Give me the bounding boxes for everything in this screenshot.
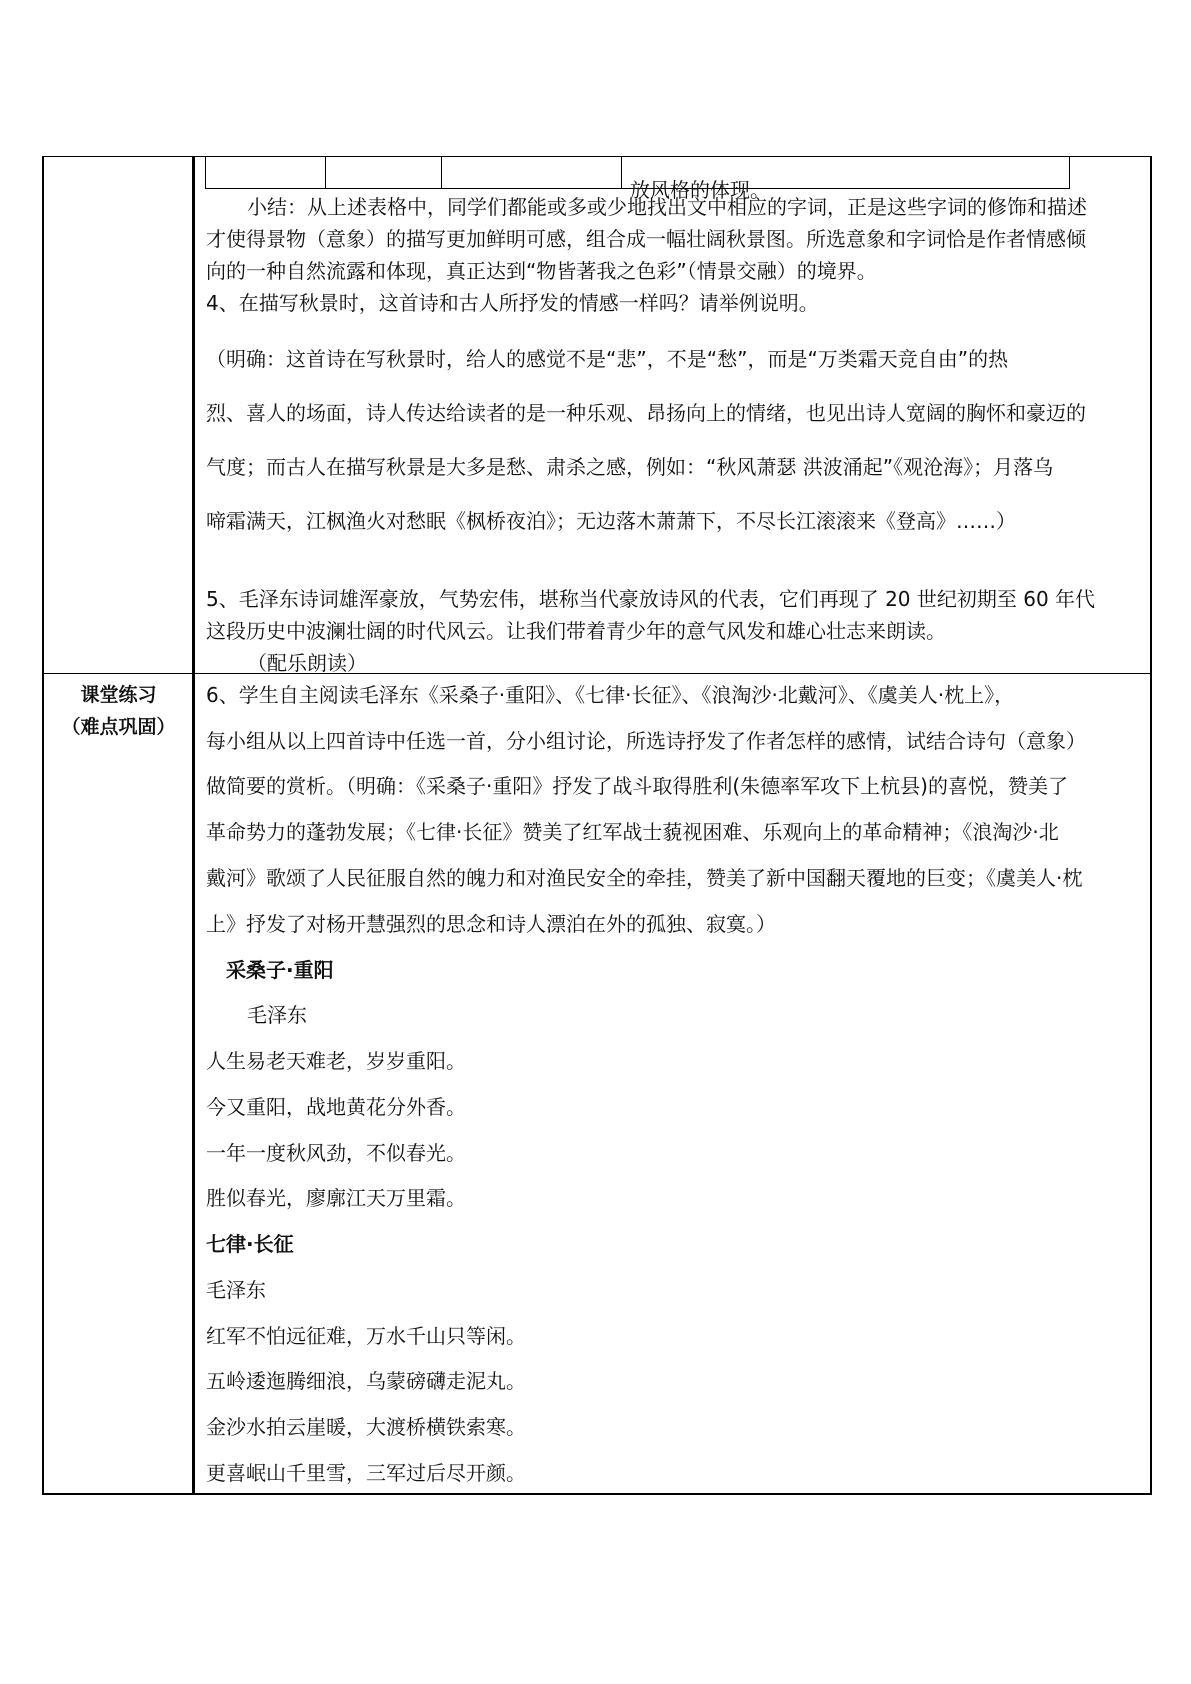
inner-table-cell (206, 157, 326, 188)
summary-line-3: 向的一种自然流露和体现，真正达到“物皆著我之色彩”（情景交融）的境界。 (206, 259, 877, 283)
poem-1-line: 胜似春光，廖廓江天万里霜。 (206, 1186, 466, 1210)
poem-1-author: 毛泽东 (247, 1003, 307, 1027)
practice-line-5: 戴河》歌颂了人民征服自然的魄力和对渔民安全的牵挂，赞美了新中国翻天覆地的巨变；《虞美人·枕 (206, 866, 1083, 890)
table-column-divider (192, 156, 195, 1495)
answer-4-line-1: （明确：这首诗在写秋景时，给人的感觉不是“悲”，不是“愁”，而是“万类霜天竞自由”的热 (206, 347, 1009, 371)
poem-2-line: 金沙水拍云崖暖，大渡桥横铁索寒。 (206, 1415, 526, 1439)
answer-4-line-2: 烈、喜人的场面，诗人传达给读者的是一种乐观、昂扬向上的情绪，也见出诗人宽阔的胸怀和豪迈的 (206, 401, 1086, 425)
question-5-line-2: 这段历史中波澜壮阔的时代风云。让我们带着青少年的意气风发和雄心壮志来朗读。 (206, 619, 946, 643)
poem-2-line: 五岭逶迤腾细浪，乌蒙磅礴走泥丸。 (206, 1369, 526, 1393)
practice-line-1: 6、学生自主阅读毛泽东《采桑子·重阳》、《七律·长征》、《浪淘沙·北戴河》、《虞美人·枕上》， (206, 683, 1015, 707)
question-4: 4、在描写秋景时，这首诗和古人所抒发的情感一样吗？请举例说明。 (206, 291, 819, 315)
practice-line-4: 革命势力的蓬勃发展；《七律·长征》赞美了红军战士藐视困难、乐观向上的革命精神；《浪淘沙·北 (206, 820, 1059, 844)
practice-line-6: 上》抒发了对杨开慧强烈的思念和诗人漂泊在外的孤独、寂寞。） (206, 912, 776, 936)
poem-1-title: 采桑子·重阳 (226, 958, 334, 982)
table-bottom-border (42, 1493, 1152, 1495)
section-label-subtitle: （难点巩固） (61, 716, 176, 738)
poem-1-line: 一年一度秋风劲，不似春光。 (206, 1141, 466, 1165)
question-5-line-3: （配乐朗读） (247, 651, 367, 675)
poem-2-line: 红军不怕远征难，万水千山只等闲。 (206, 1324, 526, 1348)
row-divider (42, 673, 1152, 674)
poem-2-title: 七律·长征 (206, 1232, 294, 1256)
poem-1-line: 人生易老天难老，岁岁重阳。 (206, 1049, 466, 1073)
answer-4-line-3: 气度；而古人在描写秋景是大多是愁、肃杀之感，例如：“秋风萧瑟 洪波涌起”《观沧海》；月落乌 (206, 455, 1054, 479)
poem-2-line: 更喜岷山千里雪，三军过后尽开颜。 (206, 1461, 526, 1485)
table-left-border (42, 156, 44, 1495)
summary-line-2: 才使得景物（意象）的描写更加鲜明可感，组合成一幅壮阔秋景图。所选意象和字词恰是作者情感倾 (206, 227, 1086, 251)
section-label-practice: 课堂练习 (80, 684, 157, 706)
poem-1-line: 今又重阳，战地黄花分外香。 (206, 1095, 466, 1119)
inner-table-cell-text: 放风格的体现。 (630, 178, 770, 202)
practice-line-2: 每小组从以上四首诗中任选一首，分小组讨论，所选诗抒发了作者怎样的感情，试结合诗句（意象） (206, 729, 1086, 753)
summary-line-1: 小结：从上述表格中，同学们都能或多或少地找出文中相应的字词，正是这些字词的修饰和描述 (247, 195, 1087, 219)
practice-line-3: 做简要的赏析。（明确：《采桑子·重阳》抒发了战斗取得胜利(朱德率军攻下上杭县)的喜悦，赞美了 (206, 774, 1068, 798)
inner-table-cell (325, 157, 442, 188)
inner-table-cell (441, 157, 622, 188)
question-5-line-1: 5、毛泽东诗词雄浑豪放，气势宏伟，堪称当代豪放诗风的代表，它们再现了 20 世纪初期至 60 年代 (206, 587, 1096, 611)
table-right-border (1150, 156, 1152, 1495)
answer-4-line-4: 啼霜满天，江枫渔火对愁眠《枫桥夜泊》；无边落木萧萧下，不尽长江滚滚来《登高》……） (206, 509, 1016, 533)
poem-2-author: 毛泽东 (206, 1278, 266, 1302)
